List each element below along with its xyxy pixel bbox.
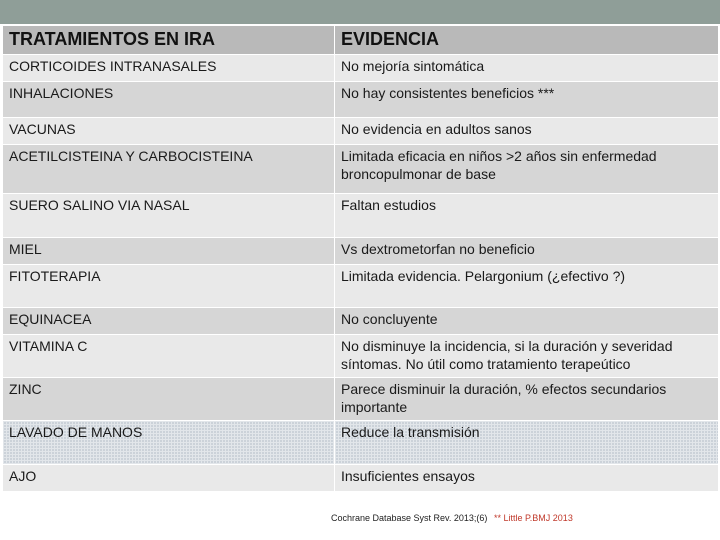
evidence-cell: No disminuye la incidencia, si la duración y severidad síntomas. No útil como tratamiento terapeútico [335,335,719,378]
evidence-cell: No mejoría sintomática [335,55,719,82]
citation-source: Cochrane Database Syst Rev. 2013;(6) [331,513,488,523]
treatment-cell: MIEL [3,238,335,265]
treatment-cell: CORTICOIDES INTRANASALES [3,55,335,82]
table-row [3,194,719,238]
treatment-cell: INHALACIONES [3,82,335,118]
treatment-cell: VITAMINA C [3,335,335,378]
evidence-cell: Limitada eficacia en niños >2 años sin enfermedad broncopulmonar de base [335,145,719,194]
treatment-cell: VACUNAS [3,118,335,145]
table-row [3,335,719,378]
top-decorative-band [0,0,720,24]
treatment-cell: ZINC [3,378,335,421]
table-row [3,82,719,118]
treatment-cell: EQUINACEA [3,308,335,335]
header-evidence: EVIDENCIA [335,26,719,55]
table-row [3,55,719,82]
citation-footer [331,513,573,523]
evidence-cell: No evidencia en adultos sanos [335,118,719,145]
evidence-cell: Limitada evidencia. Pelargonium (¿efectivo ?) [335,265,719,308]
evidence-cell: Vs dextrometorfan no beneficio [335,238,719,265]
table-row [3,118,719,145]
evidence-cell: Parece disminuir la duración, % efectos secundarios importante [335,378,719,421]
evidence-cell: Insuficientes ensayos [335,465,719,492]
table-row [3,308,719,335]
treatment-cell: SUERO SALINO VIA NASAL [3,194,335,238]
treatments-table-container [2,25,718,492]
table-header-row [3,26,719,55]
treatment-cell: LAVADO DE MANOS [3,421,335,465]
table-row [3,465,719,492]
citation-note: ** Little P.BMJ 2013 [493,513,573,523]
treatments-evidence-table [2,25,719,492]
evidence-cell: Reduce la transmisión [335,421,719,465]
table-row [3,378,719,421]
table-row [3,421,719,465]
evidence-cell: Faltan estudios [335,194,719,238]
evidence-cell: No concluyente [335,308,719,335]
evidence-cell: No hay consistentes beneficios *** [335,82,719,118]
treatment-cell: AJO [3,465,335,492]
header-treatments: TRATAMIENTOS EN IRA [3,26,335,55]
treatment-cell: ACETILCISTEINA Y CARBOCISTEINA [3,145,335,194]
table-row [3,145,719,194]
table-row [3,265,719,308]
table-row [3,238,719,265]
treatment-cell: FITOTERAPIA [3,265,335,308]
